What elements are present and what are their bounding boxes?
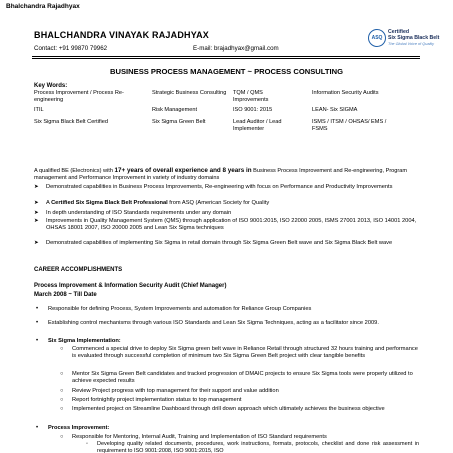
bullet-icon: • — [36, 338, 39, 344]
keyword-cell: TQM / QMS Improvements — [233, 90, 269, 103]
circle-bullet-icon: ○ — [60, 406, 64, 412]
career-heading: CAREER ACCOMPLISHMENTS — [34, 267, 123, 273]
summary-paragraph: A qualified BE (Electronics) with 17+ years of overall experience and 8 years in Business Process Improvement and Re-engineering, Program management and Performance Improvement in variety of industry domains — [34, 167, 408, 181]
circle-bullet-icon: ○ — [60, 397, 64, 403]
circle-bullet-icon: ○ — [60, 371, 64, 377]
keyword-cell: Process Improvement / Process Re-engineering — [34, 90, 124, 103]
keyword-cell: Risk Management — [152, 107, 198, 113]
asq-badge-icon: ASQ — [368, 29, 386, 47]
bullet-icon: • — [36, 306, 39, 312]
circle-bullet-icon: ○ — [60, 434, 64, 440]
keyword-cell: ISMS / ITSM / OHSAS/ EMS / FSMS — [312, 119, 387, 132]
square-bullet-icon: ◦ — [86, 441, 88, 447]
keyword-cell: ISO 9001: 2015 — [233, 107, 273, 113]
arrow-bullet-icon: ➤ — [34, 184, 39, 190]
logo-tagline: The Global Voice of Quality — [388, 42, 435, 46]
arrow-bullet-icon: ➤ — [34, 218, 39, 224]
header-divider-top — [32, 56, 420, 57]
circle-bullet-icon: ○ — [60, 346, 64, 352]
keyword-cell: Six Sigma Black Belt Certified — [34, 119, 108, 125]
running-header: Bhalchandra Rajadhyax — [6, 3, 80, 10]
contact-email: E-mail: brajadhyax@gmail.com — [193, 45, 279, 52]
keyword-cell: Six Sigma Green Belt — [152, 119, 206, 125]
arrow-bullet-icon: ➤ — [34, 210, 39, 216]
keyword-cell: Information Security Audits — [312, 90, 379, 96]
role-period: March 2008 ~ Till Date — [34, 292, 97, 298]
asq-certification-logo — [368, 29, 448, 56]
arrow-bullet-icon: ➤ — [34, 240, 39, 246]
arrow-bullet-icon: ➤ — [34, 200, 39, 206]
resume-page: Bhalchandra Rajadhyax BHALCHANDRA VINAYAK RAJADHYAX Contact: +91 99870 79962 E-mail: brajadhyax@gmail.com ASQ Certified Six Sigma Black Belt The Global Voice of Quality BUSINESS PROCESS MANAGEMENT ~ PROCESS CONSULTING Key Words: Process Improvement / Process Re-engineering Strategic Business Consulting TQM / QMS Improvements Information Security Audits ITIL Risk Management ISO 9001: 2015 LEAN- Six SIGMA Six Sigma Black Belt Certified Six Sigma Green Belt Lead Auditor / Lead Implementer ISMS / ITSM / OHSAS/ EMS / FSMS A qualified BE (Electronics) with 17+ years of overall experience and 8 years in Business Process Improvement and Re-engineering, Program management and Performance Improvement in variety of industry domains ➤ Demonstrated capabilities in Business Process Improvements, Re-engineering with focus on Performance and Productivity Improvements ➤ A Certified Six Sigma Black Belt Professional from ASQ (American Society for Quality ➤ In depth understanding of ISO Standards requirements under any domain ➤ Improvements in Quality Management System (QMS) through application of ISO 9001:2015, ISO 22000 2005, ISMS 27001 2013, ISO 14001 2004, OHSAS 18001 2007, ISO 20000 2005 and Lean Six Sigma techniques ➤ Demonstrated capabilities of implementing Six Sigma in retail domain through Six Sigma Green Belt wave and Six Sigma Black Belt wave CAREER ACCOMPLISHMENTS Process Improvement & Information Security Audit (Chief Manager) March 2008 ~ Till Date • Responsible for defining Process, System Improvements and automation for Reliance Group Companies • Establishing control mechanisms through various ISO Standards and Lean Six Sigma Techniques, acting as a facilitator since 2009. • Six Sigma Implementation: ○ Commenced a special drive to deploy Six Sigma green belt wave in Reliance Retail through structured 32 hours training and performance is evaluated through successful completion of minimum two Six Sigma Green Belt project with clear tangible benefits ○ Mentor Six Sigma Green Belt candidates and tracked progression of DMAIC projects to ensure Six Sigma tools were properly utilized to achieve expected results ○ Review Project progress with top management for their support and value addition ○ Report fortnightly project implementation status to top management ○ Implemented project on Streamline Dashboard through drill down approach which ultimately achieves the business objective • Process Improvement: ○ Responsible for Mentoring, Internal Audit, Training and Implementation of ISO Standard requirements ◦ Developing quality related documents, procedures, work instructions, formats, protocols, checklist and done risk assessment in requirement to ISO 9001:2008, ISO 9001:2015, ISO — [0, 0, 453, 453]
keyword-cell: LEAN- Six SIGMA — [312, 107, 358, 113]
keyword-cell: Lead Auditor / Lead Implementer — [233, 119, 282, 132]
bullet-icon: • — [36, 425, 39, 431]
logo-text: Certified Six Sigma Black Belt — [388, 29, 440, 42]
circle-bullet-icon: ○ — [60, 388, 64, 394]
keyword-cell: Strategic Business Consulting — [152, 90, 227, 96]
resume-title: BUSINESS PROCESS MANAGEMENT ~ PROCESS CONSULTING — [110, 67, 343, 76]
bullet-icon: • — [36, 320, 39, 326]
candidate-name: BHALCHANDRA VINAYAK RAJADHYAX — [34, 30, 209, 40]
keywords-heading: Key Words: — [34, 83, 68, 89]
keyword-cell: ITIL — [34, 107, 44, 113]
role-title: Process Improvement & Information Security Audit (Chief Manager) — [34, 283, 227, 289]
contact-phone: Contact: +91 99870 79962 — [34, 45, 108, 52]
header-divider-bottom — [32, 58, 420, 59]
